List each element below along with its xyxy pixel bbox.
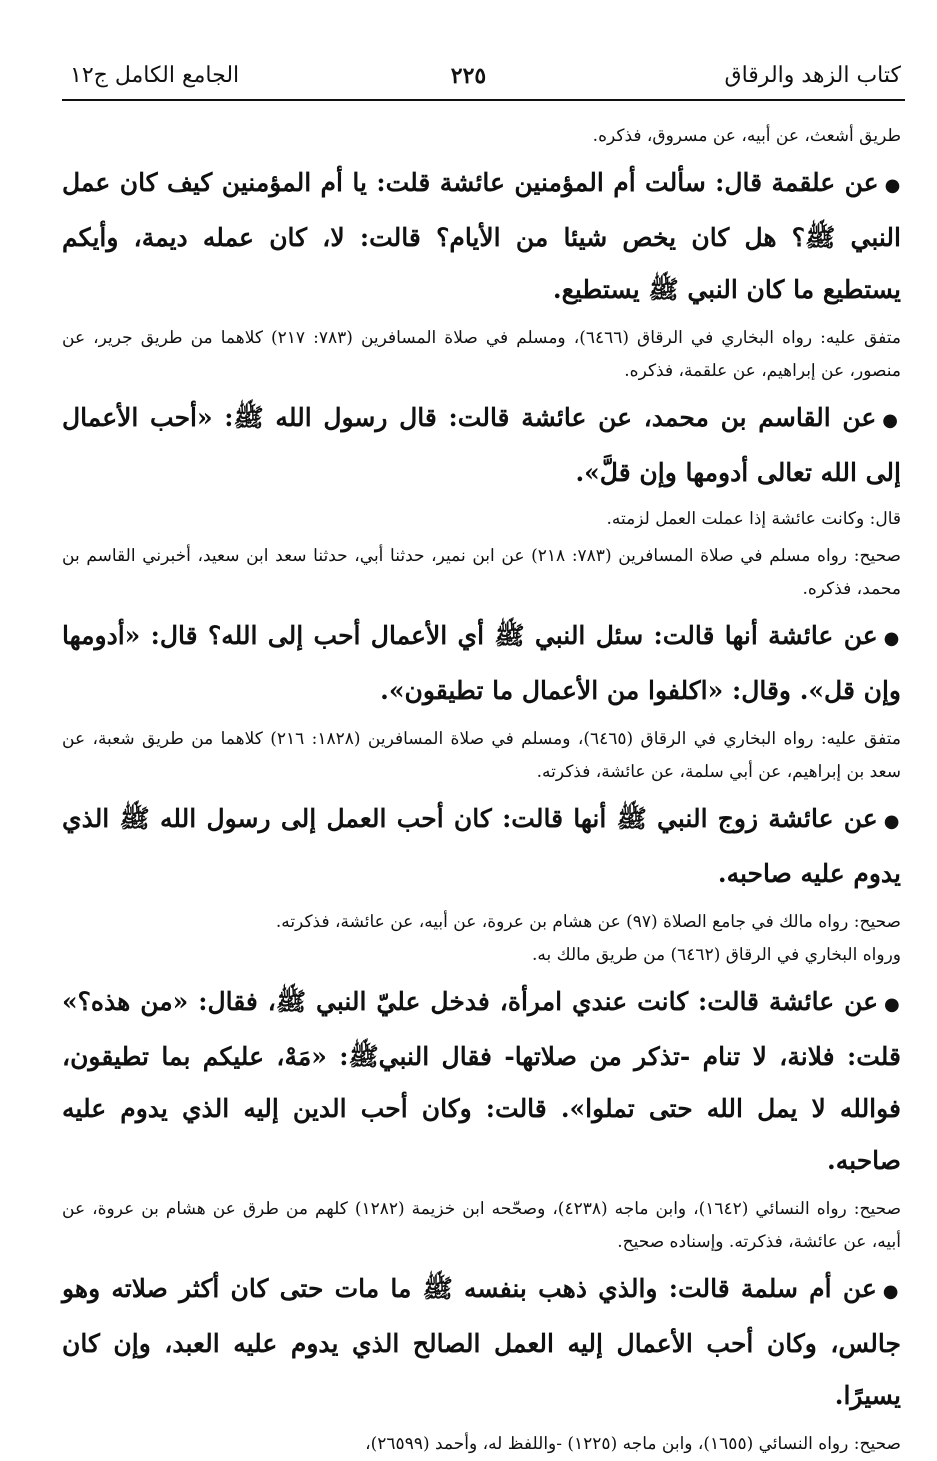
note-text: صحيح: رواه مالك في جامع الصلاة (٩٧) عن هشام بن عروة، عن أبيه، عن عائشة، فذكرته.: [275, 912, 901, 932]
takhrij-note: [62, 1193, 901, 1259]
takhrij-note: [62, 1428, 901, 1461]
note-continuation: [62, 120, 901, 153]
collection-title: الجامع الكامل ج١٢: [70, 63, 240, 88]
hadith-paragraph: [62, 1263, 901, 1422]
note-text: ورواه البخاري في الرقاق (٦٤٦٢) من طريق مالك به.: [532, 945, 901, 965]
bullet-icon: ●: [883, 628, 901, 649]
page-number: ٢٢٥: [450, 63, 487, 89]
note-text: متفق عليه: رواه البخاري في الرقاق (٦٤٦٥)، ومسلم في صلاة المسافرين (١٨٢٨: ٢١٦) كلاهما من طريق شعبة، عن سعد بن إبراهيم، عن أبي سلمة، عن عائشة، فذكرته.: [62, 729, 901, 782]
hadith-text: عن عائشة قالت: كانت عندي امرأة، فدخل عليّ النبي ﷺ، فقال: «من هذه؟» قلت: فلانة، لا تنام -تذكر من صلاتها- فقال النبيﷺ: «مَهْ، عليكم بما تطيقون، فوالله لا يمل الله حتى تملوا». قالت: وكان أحب الدين إليه الذي يدوم عليه صاحبه.: [62, 987, 901, 1175]
page-body: [62, 120, 901, 1461]
bullet-icon: ●: [884, 994, 901, 1015]
hadith-paragraph: [62, 976, 901, 1187]
header-rule: [62, 99, 905, 101]
hadith-paragraph: [62, 793, 901, 900]
takhrij-note: [62, 322, 901, 388]
hadith-text: عن علقمة قال: سألت أم المؤمنين عائشة قلت: يا أم المؤمنين كيف كان عمل النبي ﷺ؟ هل كان يخص شيئا من الأيام؟ قالت: لا، كان عمله ديمة، وأيكم يستطيع ما كان النبي ﷺ يستطيع.: [62, 168, 901, 304]
hadith-text: عن عائشة أنها قالت: سئل النبي ﷺ أي الأعمال أحب إلى الله؟ قال: «أدومها وإن قل». وقال: «اكلفوا من الأعمال ما تطيقون».: [62, 621, 901, 705]
bullet-icon: ●: [884, 175, 901, 196]
hadith-text: عن عائشة زوج النبي ﷺ أنها قالت: كان أحب العمل إلى رسول الله ﷺ الذي يدوم عليه صاحبه.: [62, 804, 901, 888]
hadith-paragraph: [62, 392, 901, 499]
note-text: صحيح: رواه مسلم في صلاة المسافرين (٧٨٣: ٢١٨) عن ابن نمير، حدثنا أبي، حدثنا سعد ابن سعيد، أخبرني القاسم بن محمد، فذكره.: [62, 546, 901, 599]
note-text: صحيح: رواه النسائي (١٦٤٢)، وابن ماجه (٤٢٣٨)، وصحّحه ابن خزيمة (١٢٨٢) كلهم من طرق عن هشام بن عروة، عن أبيه، عن عائشة، فذكرته. وإسناده صحيح.: [62, 1199, 902, 1252]
hadith-text: عن أم سلمة قالت: والذي ذهب بنفسه ﷺ ما مات حتى كان أكثر صلاته وهو جالس، وكان أحب الأعمال إليه العمل الصالح الذي يدوم عليه العبد، وإن كان يسيرًا.: [62, 1274, 901, 1410]
book-title: كتاب الزهد والرقاق: [724, 63, 901, 88]
takhrij-note: [62, 723, 901, 789]
note-text: صحيح: رواه النسائي (١٦٥٥)، وابن ماجه (١٢٢٥) -واللفظ له، وأحمد (٢٦٥٩٩)،: [365, 1434, 901, 1454]
bullet-icon: ●: [882, 410, 901, 431]
remark-note: [62, 503, 901, 536]
note-text: متفق عليه: رواه البخاري في الرقاق (٦٤٦٦)، ومسلم في صلاة المسافرين (٧٨٣: ٢١٧) كلاهما من طريق جرير، عن منصور، عن إبراهيم، عن علقمة، فذكره.: [62, 328, 901, 381]
hadith-text: عن القاسم بن محمد، عن عائشة قالت: قال رسول الله ﷺ: «أحب الأعمال إلى الله تعالى أدومها وإن قلَّ».: [62, 403, 901, 487]
takhrij-note: [62, 540, 901, 606]
hadith-paragraph: [62, 610, 901, 717]
takhrij-note: [62, 939, 901, 972]
takhrij-note: [62, 906, 901, 939]
note-text: طريق أشعث، عن أبيه، عن مسروق، فذكره.: [592, 126, 901, 146]
note-text: قال: وكانت عائشة إذا عملت العمل لزمته.: [606, 509, 901, 529]
hadith-paragraph: [62, 157, 901, 316]
bullet-icon: ●: [883, 811, 901, 832]
bullet-icon: ●: [882, 1281, 901, 1302]
